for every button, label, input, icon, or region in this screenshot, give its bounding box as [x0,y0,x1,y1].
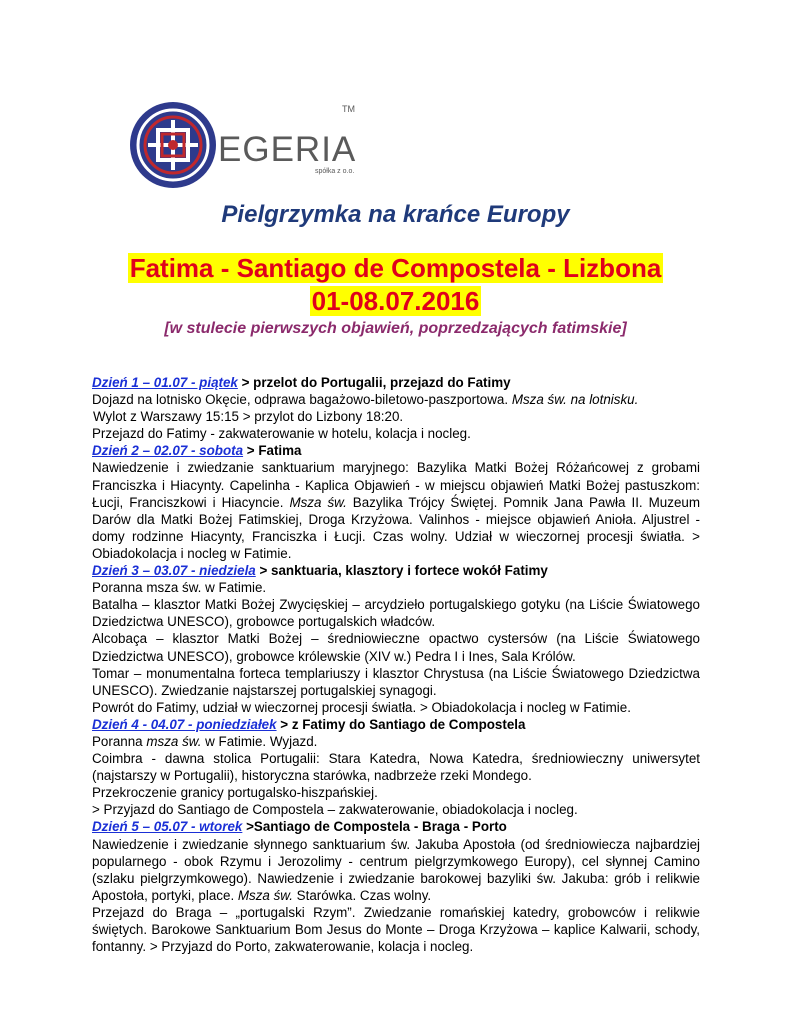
day-5-text-a: Nawiedzenie i zwiedzanie słynnego sanktuarium św. Jakuba Apostoła (od średniowiecza najbardziej popularnego - obok Rzymu i Jerozolimy - centrum pielgrzymkowego Europy), cel słynnej Camino (szlaku pielgrzymkowego). Nawiedzenie i zwiedzanie barokowej bazyliki św. Jakuba: grób i relikwie Apostoła, portyki, place. [92,836,700,903]
day-2-title: > Fatima [243,443,302,459]
trip-subtitle: Pielgrzymka na krańce Europy [221,201,570,228]
trip-title-dates: 01-08.07.2016 [311,286,480,316]
day-3-line-3: Alcobaça – klasztor Matki Bożej – średniowieczne opactwo cystersów (na Liście Światowego Dziedzictwa UNESCO), grobowce królewskie (XIV w.) Pedra I i Ines, Sala Królów. [92,631,700,664]
day-4-text-b: w Fatimie. Wyjazd. [201,733,318,749]
day-1-mass: Msza św. na lotnisku. [511,392,639,408]
day-1-header [92,374,700,391]
day-5-mass: Msza św. [237,887,293,903]
day-4-link[interactable]: Dzień 4 - 04.07 - poniedziałek [92,716,277,732]
day-4-line-3: Przekroczenie granicy portugalsko-hiszpańskiej. [92,785,378,801]
logo-wordmark: EGERIA [218,130,357,169]
day-1-text: Dojazd na lotnisko Okęcie, odprawa bagażowo-biletowo-paszportowa. [92,392,512,408]
day-2-mass: Msza św. [289,494,347,510]
day-2-text-b: Bazylika Trójcy Świętej. Pomnik Jana Pawła II. Muzeum Darów dla Matki Bożej Fatimskiej, Droga Krzyżowa. Valinhos - miejsce objawień Anioła. Aljustrel - domy rodzinne Hiacynty, Franciszka i Łucji. Czas wolny. Udział w wieczornej procesji światła. > Obiadokolacja i nocleg w Fatimie. [92,494,701,561]
trip-note: [w stulecie pierwszych objawień, poprzedzających fatimskie] [164,320,627,337]
logo-trademark: TM [342,104,355,114]
day-4-text-a: Poranna [92,733,147,749]
day-4-mass: msza św. [146,733,202,749]
trip-title-route: Fatima - Santiago de Compostela - Lizbona [129,253,662,283]
day-1-title: > przelot do Portugalii, przejazd do Fatimy [237,375,511,390]
day-3-line-1: Poranna msza św. w Fatimie. [92,580,267,596]
day-5-link[interactable]: Dzień 5 – 05.07 - wtorek [92,819,243,835]
day-4-line-1 [92,733,700,750]
day-3-line-4: Tomar – monumentalna forteca templariuszy i klasztor Chrystusa (na Liście Światowego Dziedzictwa UNESCO). Zwiedzanie najstarszej portugalskiej synagogi. [92,665,700,698]
day-1-link[interactable]: Dzień 1 – 01.07 - piątek [92,375,238,390]
day-5-text-b: Starówka. Czas wolny. [292,887,432,903]
logo-company-suffix: spółka z o.o. [315,168,355,175]
day-5-description-1 [92,836,700,904]
day-1-line-3: Przejazd do Fatimy - zakwaterowanie w hotelu, kolacja i nocleg. [92,426,471,442]
day-2-description [92,459,700,562]
day-4-line-2: Coimbra - dawna stolica Portugalii: Stara Katedra, Nowa Katedra, średniowieczny uniwersytet (najstarszy w Portugalii), historyczna starówka, nadbrzeże rzeki Mondego. [92,751,700,784]
day-3-line-2: Batalha – klasztor Matki Bożej Zwycięskiej – arcydzieło portugalskiego gotyku (na Liście Światowego Dziedzictwa UNESCO), grobowce portugalskich władców. [92,597,700,630]
day-2-link[interactable]: Dzień 2 – 02.07 - sobota [92,443,244,459]
day-5-description-2: Przejazd do Braga – „portugalski Rzym”. Zwiedzanie romańskiej katedry, grobowców i relikwie świętych. Barokowe Sanktuarium Bom Jesus do Monte – Droga Krzyżowa – kaplice Kalwarii, schody, fontanny. > Przyjazd do Porto, zakwaterowanie, kolacja i nocleg. [92,904,700,955]
day-3-line-5: Powrót do Fatimy, udział w wieczornej procesji światła. > Obiadokolacja i nocleg w Fatimie. [92,699,631,715]
day-3-link[interactable]: Dzień 3 – 03.07 - niedziela [92,563,256,579]
itinerary [92,374,700,955]
trip-title-line1 [0,253,791,284]
day-1-line-2: Wylot z Warszawy 15:15 > przylot do Lizbony 18:20. [93,409,404,425]
day-4-header [92,716,700,733]
egeria-logo [128,100,368,190]
egeria-knot-emblem-icon [128,100,218,190]
day-4-line-4: > Przyjazd do Santiago de Compostela – zakwaterowanie, obiadokolacja i nocleg. [92,802,578,818]
day-3-title: > sanktuaria, klasztory i fortece wokół Fatimy [255,563,548,579]
day-1-line-1 [92,391,700,408]
day-2-text-a: Nawiedzenie i zwiedzanie sanktuarium maryjnego: Bazylika Matki Bożej Różańcowej z grobami Franciszka i Hiacynty. Capelinha - Kaplica Objawień - w miejscu objawień Matki Bożej pastuszkom: Łucji, Franciszkowi i Hiacyncie. [92,460,700,510]
day-5-header [92,818,700,835]
day-3-header [92,562,700,579]
trip-title-line2 [0,286,791,317]
day-2-header [92,442,700,459]
day-5-title: >Santiago de Compostela - Braga - Porto [242,819,507,835]
day-4-title: > z Fatimy do Santiago de Compostela [276,716,526,732]
